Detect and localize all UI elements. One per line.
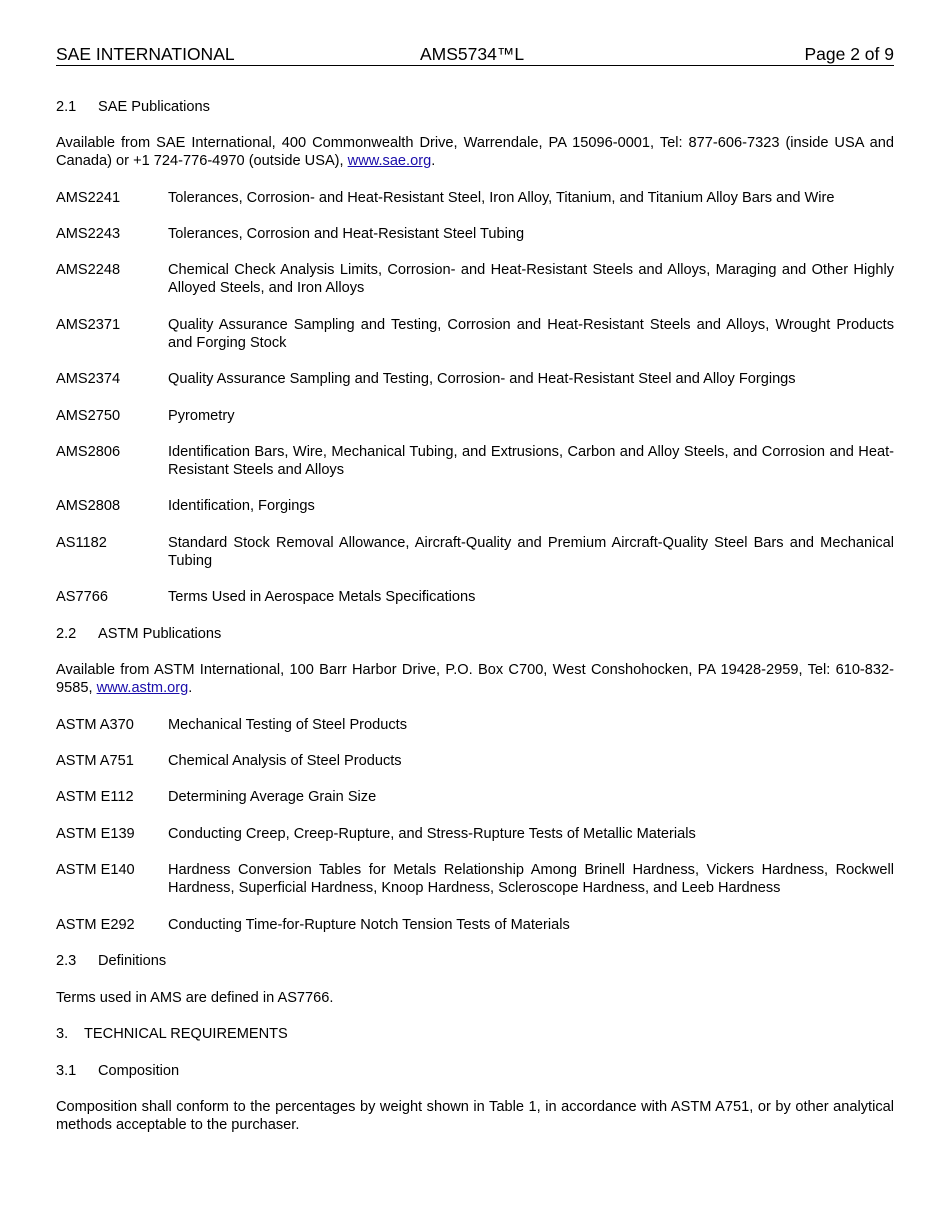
reference-title: Hardness Conversion Tables for Metals Relationship Among Brinell Hardness, Vickers Hardness, Rockwell Hardness, Superficial Hardness, Knoop Hardness, Scleroscope Hardness, and Leeb Hardness	[168, 862, 894, 896]
reference-code: ASTM E292	[56, 917, 135, 933]
reference-entry	[56, 497, 894, 515]
reference-code: ASTM E140	[56, 862, 135, 878]
reference-title: Quality Assurance Sampling and Testing, Corrosion and Heat-Resistant Steels and Alloys, Wrought Products and Forging Stock	[168, 317, 894, 351]
section-number: 2.1	[56, 99, 77, 115]
availability-text: Available from ASTM International, 100 Barr Harbor Drive, P.O. Box C700, West Conshohocken, PA 19428-2959, Tel: 610-832-9585,	[56, 662, 894, 696]
section-3-heading	[56, 1025, 894, 1043]
reference-entry	[56, 916, 894, 934]
reference-entry	[56, 588, 894, 606]
reference-entry	[56, 443, 894, 479]
reference-code: ASTM E112	[56, 789, 134, 805]
reference-entry	[56, 370, 894, 388]
availability-end: .	[188, 680, 193, 696]
reference-code: AS1182	[56, 535, 107, 551]
reference-code: AMS2241	[56, 190, 121, 206]
reference-entry	[56, 189, 894, 207]
header-doc-number: AMS5734™L	[420, 44, 525, 64]
availability-text: Available from SAE International, 400 Commonwealth Drive, Warrendale, PA 15096-0001, Tel: 877-606-7323 (inside USA and Canada) or +1 724-776-4970 (outside USA),	[56, 135, 894, 169]
availability-end: .	[431, 153, 436, 169]
composition-paragraph: Composition shall conform to the percentages by weight shown in Table 1, in accordance with ASTM A751, or by other analytical methods acceptable to the purchaser.	[56, 1099, 894, 1133]
definitions-paragraph: Terms used in AMS are defined in AS7766.	[56, 990, 334, 1006]
reference-title: Terms Used in Aerospace Metals Specifications	[168, 589, 476, 605]
reference-title: Identification, Forgings	[168, 498, 315, 514]
header-page-number: Page 2 of 9	[804, 44, 894, 64]
reference-code: AMS2808	[56, 498, 121, 514]
reference-code: AMS2750	[56, 408, 121, 424]
reference-title: Tolerances, Corrosion and Heat-Resistant Steel Tubing	[168, 226, 525, 242]
reference-code: AMS2243	[56, 226, 121, 242]
reference-entry	[56, 261, 894, 297]
astm-website-link[interactable]: www.astm.org	[96, 680, 189, 696]
reference-entry	[56, 752, 894, 770]
reference-title: Conducting Creep, Creep-Rupture, and Stress-Rupture Tests of Metallic Materials	[168, 826, 696, 842]
reference-code: ASTM A751	[56, 753, 134, 769]
section-number: 3.1	[56, 1063, 77, 1079]
reference-title: Quality Assurance Sampling and Testing, Corrosion- and Heat-Resistant Steel and Alloy Forgings	[168, 371, 796, 387]
section-2-3-heading	[56, 952, 894, 970]
reference-title: Standard Stock Removal Allowance, Aircraft-Quality and Premium Aircraft-Quality Steel Bars and Mechanical Tubing	[168, 535, 894, 569]
reference-code: ASTM E139	[56, 826, 135, 842]
reference-code: AMS2371	[56, 317, 121, 333]
section-number: 3.	[56, 1026, 69, 1042]
page-header	[56, 43, 894, 66]
section-title: Definitions	[98, 953, 167, 969]
reference-code: AS7766	[56, 589, 108, 605]
reference-code: AMS2248	[56, 262, 121, 278]
reference-title: Determining Average Grain Size	[168, 789, 377, 805]
sae-availability-paragraph	[56, 134, 894, 170]
section-title: ASTM Publications	[98, 626, 222, 642]
reference-entry	[56, 534, 894, 570]
reference-entry	[56, 716, 894, 734]
header-organization: SAE INTERNATIONAL	[56, 44, 235, 64]
reference-entry	[56, 825, 894, 843]
sae-website-link[interactable]: www.sae.org	[347, 153, 432, 169]
reference-title: Chemical Check Analysis Limits, Corrosion- and Heat-Resistant Steels and Alloys, Maraging and Other Highly Alloyed Steels, and Iron Alloys	[168, 262, 894, 296]
reference-entry	[56, 788, 894, 806]
section-title: TECHNICAL REQUIREMENTS	[84, 1026, 288, 1042]
reference-title: Conducting Time-for-Rupture Notch Tension Tests of Materials	[168, 917, 570, 933]
reference-title: Identification Bars, Wire, Mechanical Tubing, and Extrusions, Carbon and Alloy Steels, and Corrosion and Heat-Resistant Steels and Alloys	[168, 444, 894, 478]
section-3-1-heading	[56, 1062, 894, 1080]
reference-entry	[56, 316, 894, 352]
reference-title: Tolerances, Corrosion- and Heat-Resistant Steel, Iron Alloy, Titanium, and Titanium Alloy Bars and Wire	[168, 190, 835, 206]
reference-entry	[56, 407, 894, 425]
reference-code: ASTM A370	[56, 717, 134, 733]
reference-code: AMS2374	[56, 371, 121, 387]
section-number: 2.2	[56, 626, 77, 642]
reference-title: Mechanical Testing of Steel Products	[168, 717, 408, 733]
reference-code: AMS2806	[56, 444, 121, 460]
section-title: SAE Publications	[98, 99, 210, 115]
reference-entry	[56, 861, 894, 897]
section-2-2-heading	[56, 625, 894, 643]
section-title: Composition	[98, 1063, 180, 1079]
astm-availability-paragraph	[56, 661, 894, 697]
section-2-1-heading	[56, 98, 894, 116]
section-number: 2.3	[56, 953, 77, 969]
reference-title: Pyrometry	[168, 408, 235, 424]
reference-entry	[56, 225, 894, 243]
reference-title: Chemical Analysis of Steel Products	[168, 753, 402, 769]
